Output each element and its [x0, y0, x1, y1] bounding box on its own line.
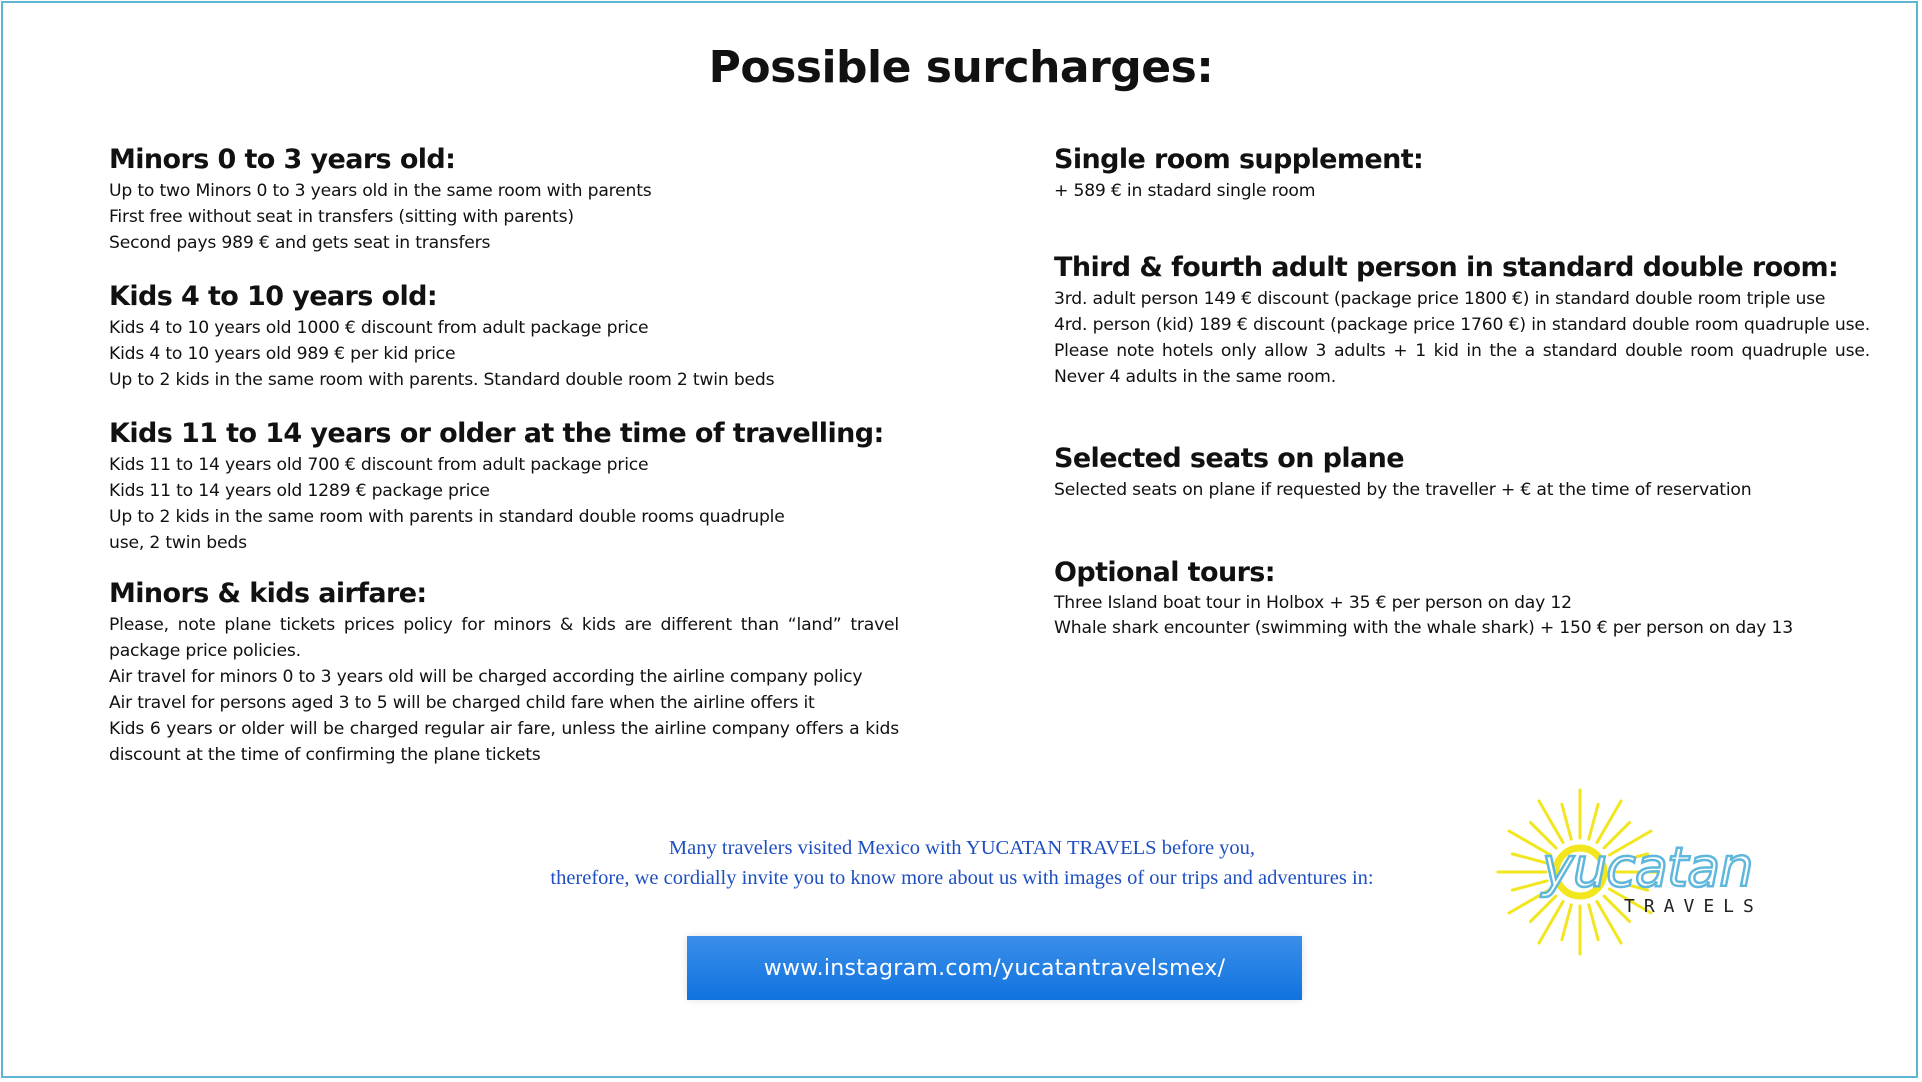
logo-subtitle: TRAVELS — [1624, 896, 1763, 917]
section-heading: Minors & kids airfare: — [109, 578, 427, 609]
logo-wordmark: yucatan — [1542, 836, 1753, 899]
section-heading: Single room supplement: — [1054, 144, 1424, 175]
sun-ray — [1562, 905, 1571, 940]
sun-logo-icon — [1494, 786, 1814, 956]
section-single-room — [1054, 142, 1870, 204]
section-line: Air travel for persons aged 3 to 5 will be charged child fare when the airline offers it — [109, 693, 815, 713]
section-line: 3rd. adult person 149 € discount (package price 1800 €) in standard double room triple use — [1054, 289, 1826, 309]
section-heading: Selected seats on plane — [1054, 443, 1404, 474]
section-heading: Optional tours: — [1054, 557, 1275, 588]
section-line: + 589 € in stadard single room — [1054, 181, 1316, 201]
section-heading: Kids 11 to 14 years or older at the time of travelling: — [109, 418, 884, 449]
section-line: Three Island boat tour in Holbox + 35 € per person on day 12 — [1054, 593, 1572, 613]
instagram-link-label: www.instagram.com/yucatantravelsmex/ — [763, 955, 1226, 981]
section-line: First free without seat in transfers (sitting with parents) — [109, 207, 574, 227]
sun-ray — [1562, 804, 1571, 839]
section-line: Up to 2 kids in the same room with parents. Standard double room 2 twin beds — [109, 370, 775, 390]
section-line: Whale shark encounter (swimming with the whale shark) + 150 € per person on day 13 — [1054, 618, 1793, 638]
invitation-line: Many travelers visited Mexico with YUCATAN TRAVELS before you, — [668, 837, 1256, 859]
section-minors-0-3 — [109, 142, 899, 256]
section-kids-11-14 — [109, 416, 899, 556]
invitation-line: therefore, we cordially invite you to know more about us with images of our trips and adventures in: — [550, 867, 1374, 889]
section-line: Kids 11 to 14 years old 1289 € package price — [109, 481, 490, 501]
section-line: Air travel for minors 0 to 3 years old will be charged according the airline company policy — [109, 667, 863, 687]
instagram-link-button[interactable] — [687, 936, 1302, 1000]
section-kids-4-10 — [109, 279, 899, 393]
section-line: Kids 11 to 14 years old 700 € discount from adult package price — [109, 455, 649, 475]
section-line: Please, note plane tickets prices policy for minors & kids are different than “land” travel package price policies. — [109, 615, 899, 661]
page-title: Possible surcharges: — [708, 42, 1214, 93]
sun-ray — [1589, 804, 1598, 839]
section-third-fourth-adult — [1054, 250, 1870, 390]
section-line: use, 2 twin beds — [109, 533, 247, 553]
section-airfare — [109, 576, 899, 768]
section-line: 4rd. person (kid) 189 € discount (package price 1760 €) in standard double room quadruple use. Please note hotels only allow 3 adults + 1 kid in the a standard double room quadruple use. Never 4 adults in the same room. — [1054, 315, 1870, 387]
section-line: Kids 4 to 10 years old 1000 € discount from adult package price — [109, 318, 649, 338]
section-line: Second pays 989 € and gets seat in transfers — [109, 233, 491, 253]
section-line: Selected seats on plane if requested by the traveller + € at the time of reservation — [1054, 480, 1752, 500]
yucatan-travels-logo — [1494, 786, 1814, 956]
section-heading: Minors 0 to 3 years old: — [109, 144, 456, 175]
sun-ray — [1589, 905, 1598, 940]
section-selected-seats — [1054, 441, 1870, 503]
invitation-text — [420, 833, 1504, 893]
section-line: Kids 4 to 10 years old 989 € per kid price — [109, 344, 456, 364]
section-optional-tours — [1054, 555, 1870, 641]
section-line: Up to 2 kids in the same room with parents in standard double rooms quadruple — [109, 507, 785, 527]
section-heading: Third & fourth adult person in standard double room: — [1054, 252, 1839, 283]
section-line: Up to two Minors 0 to 3 years old in the same room with parents — [109, 181, 652, 201]
section-line: Kids 6 years or older will be charged regular air fare, unless the airline company offers a kids discount at the time of confirming the plane tickets — [109, 719, 899, 765]
section-heading: Kids 4 to 10 years old: — [109, 281, 438, 312]
